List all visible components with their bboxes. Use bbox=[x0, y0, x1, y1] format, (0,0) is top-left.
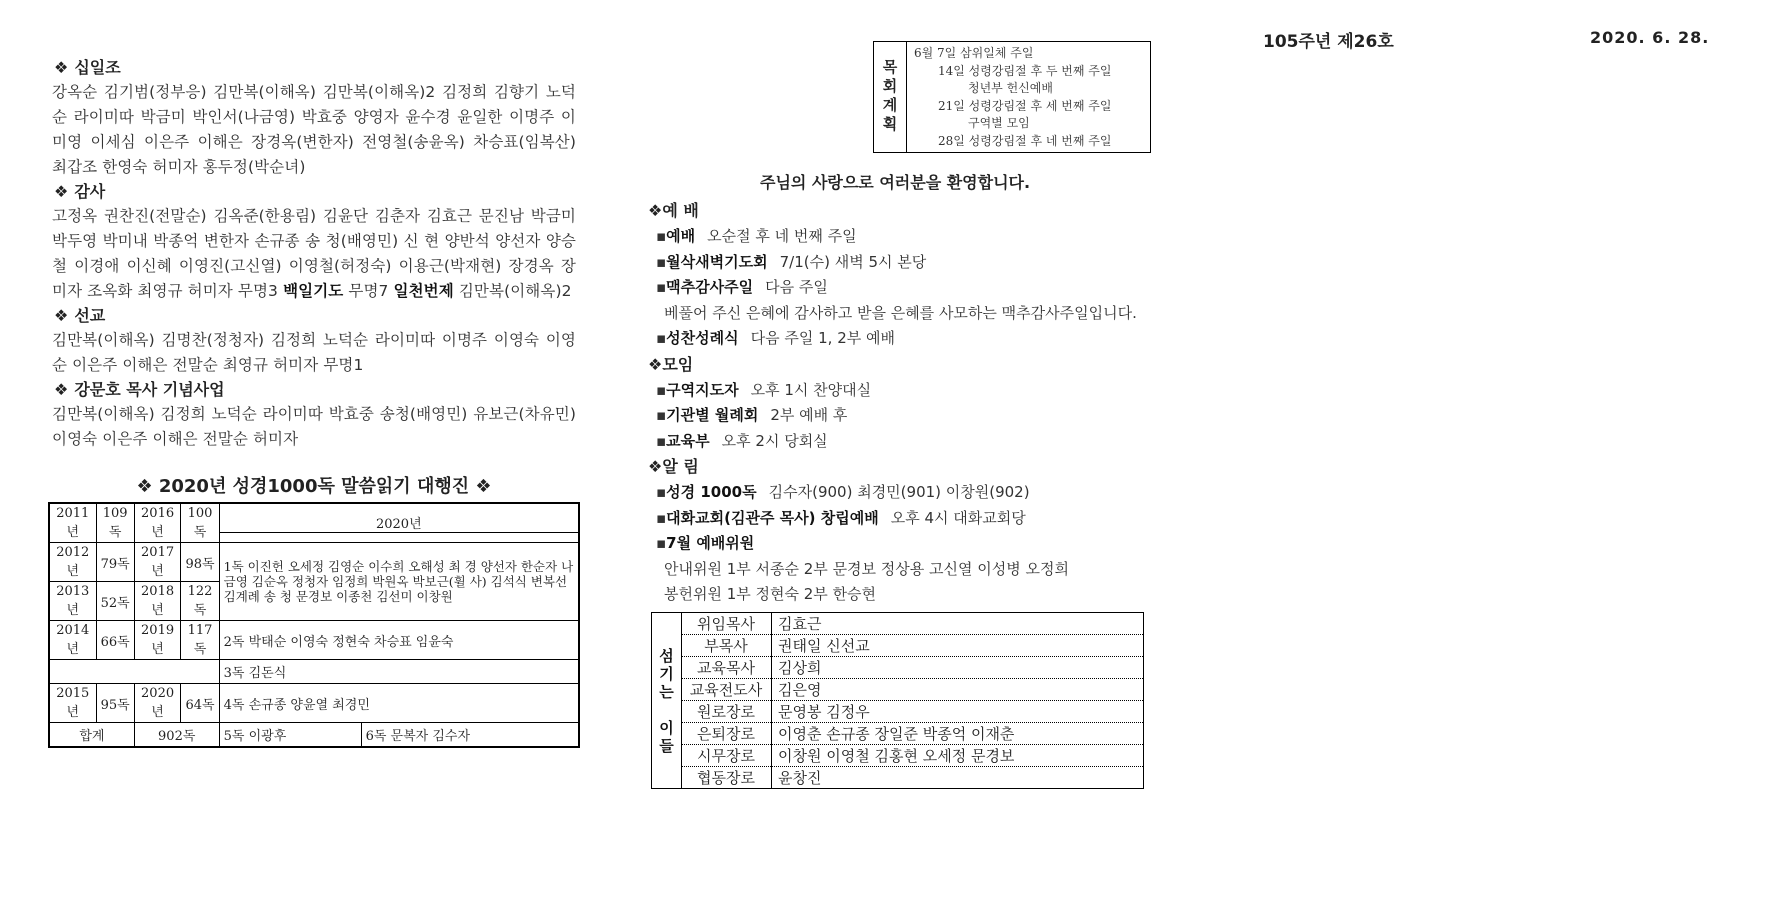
table-row: 위임목사 김효근 bbox=[681, 613, 1143, 635]
year-header: 2020년 bbox=[220, 513, 578, 533]
notice-item: ▪예배 오순절 후 네 번째 주일 bbox=[656, 227, 857, 245]
leaders-box bbox=[651, 612, 1144, 789]
read-5: 5독 이광후 bbox=[219, 723, 361, 748]
section-title-tithe: ❖ 십일조 bbox=[54, 58, 121, 77]
read-1: 1독 이진헌 오세정 김영순 이수희 오해성 최 경 양선자 한순자 나금영 김순옥 정청자 임정희 박원옥 박보근(휠 사) 김석식 변복선 김계례 송 청 문경보 이종천 김선미 이창원 bbox=[219, 543, 579, 621]
table-row: 은퇴장로 이영춘 손규종 장일준 박종억 이재춘 bbox=[681, 723, 1143, 745]
bible-reading-table: 2011년 109독 2016년 100독 2020년 2012년 79독 2017년 98독 1독 이진헌 오세정 김영순 이수희 오해성 최 경 양선자 한순자 나금영 김순옥 정청자 임정희 박원옥 박보근(휠 사) 김석식 변복선 김계례 송 청 문경보 이종천 김선미 이창원 2013년 52독 2018년 122독 2014년 66독 2019년 117독 2독 박태순 이영숙 정현숙 차승표 임윤숙 3독 김돈식 2015년 95독 2020년 64독 4독 손규종 양윤열 최경민 합계 902독 5독 이광후 6독 문복자 김수자 bbox=[48, 502, 580, 748]
diamond-icon: ❖ bbox=[54, 306, 69, 325]
welcome-message: 주님의 사랑으로 여러분을 환영합니다. bbox=[760, 173, 1031, 192]
notice-item: ▪기관별 월례회 2부 예배 후 bbox=[656, 406, 848, 424]
section-title-thanks: ❖ 감사 bbox=[54, 182, 106, 201]
table-row: 협동장로 윤창진 bbox=[681, 767, 1143, 789]
notice-subtext: 봉헌위원 1부 정현숙 2부 한승현 bbox=[664, 585, 877, 603]
issue-date: 2020. 6. 28. bbox=[1590, 28, 1710, 47]
offering-list bbox=[52, 56, 576, 452]
meeting-heading: ❖모임 bbox=[648, 354, 694, 374]
mission-names: 김만복(이해옥) 김명찬(정청자) 김정희 노덕순 라이미따 이명주 이영숙 이영순 이은주 이해은 전말순 최영규 허미자 무명1 bbox=[52, 331, 576, 374]
pastoral-plan-label: 목회계획 bbox=[874, 42, 907, 152]
table-row: 시무장로 이창원 이영철 김홍현 오세정 문경보 bbox=[681, 745, 1143, 767]
announcement-heading: ❖알 림 bbox=[648, 457, 699, 476]
total-value: 902독 bbox=[134, 723, 219, 748]
read-4: 4독 손규종 양윤열 최경민 bbox=[219, 684, 579, 723]
section-title-memorial: ❖ 강문호 목사 기념사업 bbox=[54, 380, 225, 399]
diamond-icon: ❖ bbox=[54, 380, 69, 399]
leaders-table bbox=[681, 613, 1143, 788]
read-2: 2독 박태순 이영숙 정현숙 차승표 임윤숙 bbox=[219, 621, 579, 660]
table-row: 교육전도사 김은영 bbox=[681, 679, 1143, 701]
notice-item: ▪월삭새벽기도회 7/1(수) 새벽 5시 본당 bbox=[656, 252, 927, 271]
notice-item: ▪성경 1000독 김수자(900) 최경민(901) 이창원(902) bbox=[656, 483, 1030, 501]
notice-section bbox=[648, 198, 1148, 608]
table-row: 원로장로 문영봉 김정우 bbox=[681, 701, 1143, 723]
notice-item: ▪7월 예배위원 bbox=[656, 534, 755, 552]
read-3: 3독 김돈식 bbox=[219, 660, 579, 684]
leaders-label: 섬 기 는 이 들 bbox=[652, 613, 682, 788]
memorial-names: 김만복(이해옥) 김정희 노덕순 라이미따 박효중 송청(배영민) 유보근(차유민) 이영숙 이은주 이해은 전말순 허미자 bbox=[52, 405, 576, 448]
tithe-names: 강옥순 김기범(정부응) 김만복(이해옥) 김만복(이해옥)2 김정희 김향기 노덕순 라이미따 박금미 박인서(나금영) 박효중 양영자 윤수경 윤일한 이명주 이미영 이세심 이은주 이해은 장경옥(변한자) 전영철(송윤옥) 차승표(임복산) 최갑조 한영숙 허미자 홍두정(박순녀) bbox=[52, 83, 576, 176]
pastoral-plan-rows: 6월 7일 삼위일체 주일 14일 성령강림절 후 두 번째 주일 청년부 헌신예배 21일 성령강림절 후 세 번째 주일 구역별 모임 28일 성령강림절 후 네 번째 주일 bbox=[914, 46, 1112, 148]
notice-item: ▪대화교회(김관주 목사) 창립예배 오후 4시 대화교회당 bbox=[656, 508, 1026, 527]
thanks-names: 고정옥 권찬진(전말순) 김옥준(한용림) 김윤단 김춘자 김효근 문진남 박금미 박두영 박미내 박종억 변한자 손규종 송 청(배영민) 신 현 양반석 양선자 양승철 이경애 이신혜 이영진(고신열) 이영철(허정숙) 이용근(박재현) 장경옥 장미자 조옥화 최영규 허미자 무명3 백일기도 무명7 일천번제 김만복(이해옥)2 bbox=[52, 207, 576, 300]
notice-item: ▪성찬성례식 다음 주일 1, 2부 예배 bbox=[656, 329, 895, 347]
notice-subtext: 안내위원 1부 서종순 2부 문경보 정상용 고신열 이성병 오정희 bbox=[664, 559, 1069, 578]
issue-number: 105주년 제26호 bbox=[1263, 32, 1394, 52]
diamond-icon: ❖ bbox=[54, 182, 69, 201]
worship-heading: ❖예 배 bbox=[648, 201, 699, 220]
bible-reading-title: ❖ 2020년 성경1000독 말씀읽기 대행진 ❖ bbox=[136, 476, 492, 497]
table-row: 부목사 권태일 신선교 bbox=[681, 635, 1143, 657]
read-6: 6독 문복자 김수자 bbox=[361, 723, 579, 748]
section-title-mission: ❖ 선교 bbox=[54, 306, 106, 325]
total-label: 합계 bbox=[49, 723, 134, 748]
pastoral-plan-box bbox=[873, 41, 1151, 153]
bible-reading-box bbox=[48, 472, 580, 748]
table-row: 교육목사 김상희 bbox=[681, 657, 1143, 679]
notice-item: ▪구역지도자 오후 1시 찬양대실 bbox=[656, 380, 872, 399]
diamond-icon: ❖ bbox=[54, 58, 69, 77]
notice-item: ▪교육부 오후 2시 당회실 bbox=[656, 431, 828, 450]
notice-item: ▪맥추감사주일 다음 주일 bbox=[656, 278, 828, 296]
notice-subtext: 베풀어 주신 은혜에 감사하고 받을 은혜를 사모하는 맥추감사주일입니다. bbox=[664, 303, 1137, 322]
